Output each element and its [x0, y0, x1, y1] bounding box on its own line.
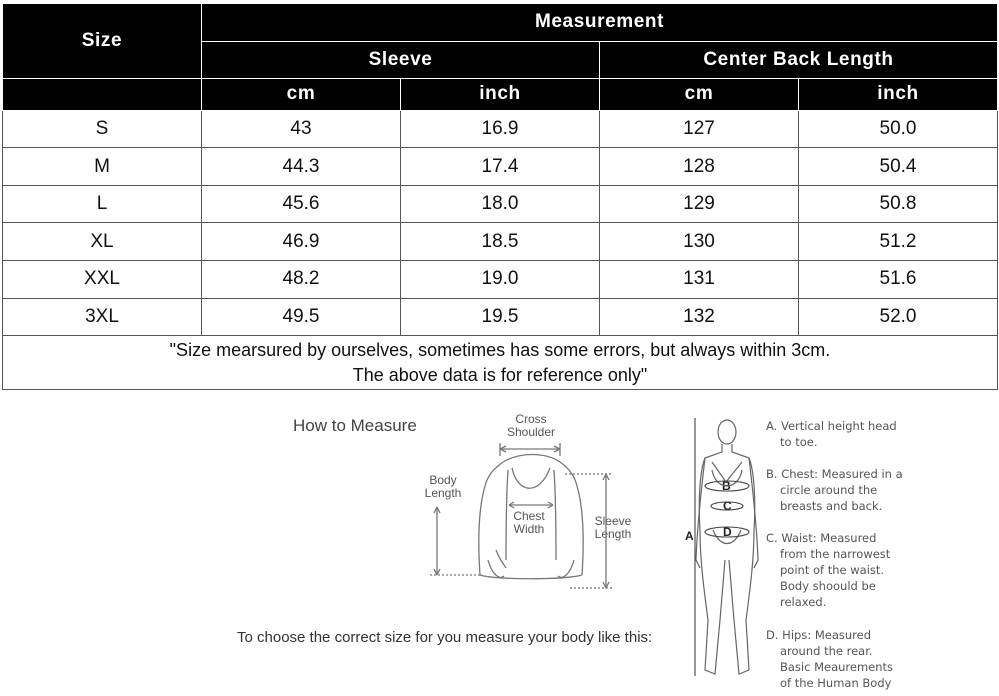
legend-item-c: C. Waist: Measured from the narrowest point of the waist. Body shoould be relaxed.	[766, 531, 891, 609]
unit-header: cm	[600, 79, 799, 111]
sleeve-cm-cell: 44.3	[202, 148, 401, 186]
size-cell: XL	[3, 223, 202, 261]
body-figure	[696, 420, 758, 674]
center-back-length-header: Center Back Length	[600, 41, 998, 79]
measurement-header: Measurement	[202, 4, 998, 42]
sleeve-inch-cell: 18.0	[401, 185, 600, 223]
sleeve-cm-cell: 46.9	[202, 223, 401, 261]
measure-instruction: To choose the correct size for you measure your body like this:	[237, 629, 653, 646]
figure-measure-lines	[695, 418, 749, 676]
figure-letter-b: B	[722, 479, 731, 493]
back-length-cm-cell: 127	[600, 110, 799, 148]
sleeve-inch-cell: 18.5	[401, 223, 600, 261]
size-cell: M	[3, 148, 202, 186]
back-length-cm-cell: 132	[600, 298, 799, 336]
chest-width-label: Chest Width	[513, 509, 545, 536]
back-length-inch-cell: 52.0	[799, 298, 998, 336]
table-note-line: The above data is for reference only"	[352, 364, 648, 385]
sleeve-cm-cell: 45.6	[202, 185, 401, 223]
unit-header: inch	[799, 79, 998, 111]
legend-item-d: D. Hips: Measured around the rear. Basic Meaurements of the Human Body	[766, 628, 894, 690]
back-length-inch-cell: 50.0	[799, 110, 998, 148]
unit-header: inch	[401, 79, 600, 111]
sleeve-cm-cell: 49.5	[202, 298, 401, 336]
figure-letter-a: A	[685, 529, 694, 543]
sleeve-inch-cell: 16.9	[401, 110, 600, 148]
legend-item-a: A. Vertical height head to toe.	[766, 419, 897, 449]
size-cell: XXL	[3, 260, 202, 298]
size-cell: S	[3, 110, 202, 148]
back-length-cm-cell: 131	[600, 260, 799, 298]
back-length-inch-cell: 50.8	[799, 185, 998, 223]
sleeve-cm-cell: 43	[202, 110, 401, 148]
back-length-cm-cell: 130	[600, 223, 799, 261]
size-cell: L	[3, 185, 202, 223]
garment-sketch	[430, 443, 612, 588]
unit-header: cm	[202, 79, 401, 111]
sleeve-inch-cell: 19.0	[401, 260, 600, 298]
back-length-inch-cell: 51.2	[799, 223, 998, 261]
body-length-label: Body Length	[424, 473, 462, 500]
how-to-measure-title: How to Measure	[293, 416, 417, 435]
back-length-cm-cell: 128	[600, 148, 799, 186]
figure-letter-c: C	[723, 499, 732, 513]
legend-item-b: B. Chest: Measured in a circle around the breasts and back.	[766, 467, 903, 513]
sleeve-length-label: Sleeve Length	[594, 514, 632, 541]
figure-letter-d: D	[723, 525, 732, 539]
sleeve-header: Sleeve	[202, 41, 600, 79]
back-length-cm-cell: 129	[600, 185, 799, 223]
back-length-inch-cell: 50.4	[799, 148, 998, 186]
sleeve-inch-cell: 19.5	[401, 298, 600, 336]
size-column-header: Size	[3, 4, 202, 79]
cross-shoulder-label: Cross Shoulder	[506, 412, 556, 439]
back-length-inch-cell: 51.6	[799, 260, 998, 298]
size-cell: 3XL	[3, 298, 202, 336]
sleeve-cm-cell: 48.2	[202, 260, 401, 298]
table-note-line: "Size mearsured by ourselves, sometimes has some errors, but always within 3cm.	[169, 339, 831, 360]
sleeve-inch-cell: 17.4	[401, 148, 600, 186]
